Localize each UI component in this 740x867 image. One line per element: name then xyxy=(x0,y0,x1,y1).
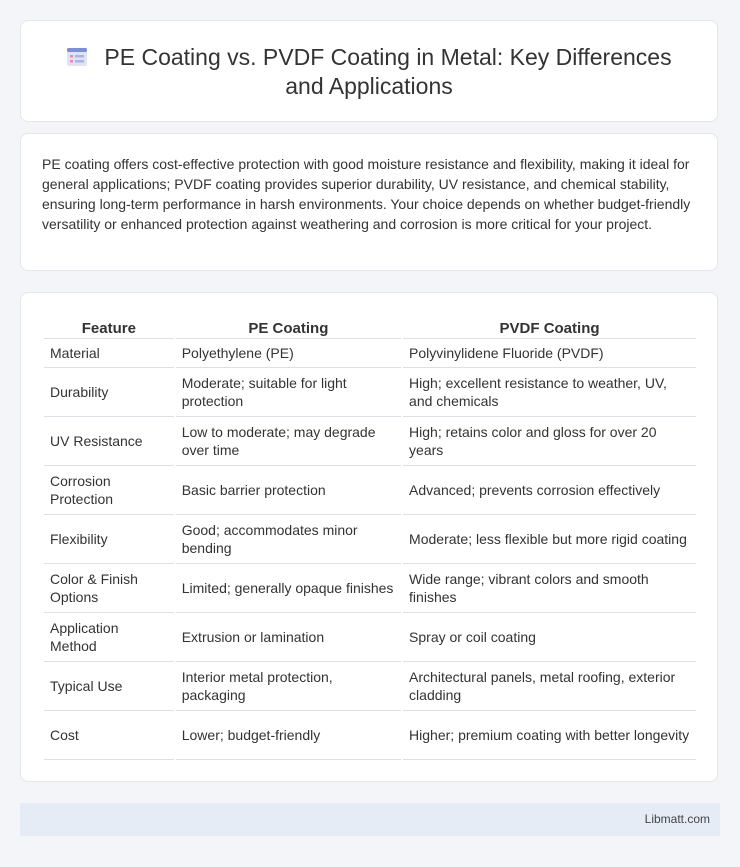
comparison-table xyxy=(42,315,698,760)
pvdf-cell: Moderate; less flexible but more rigid coating xyxy=(403,515,696,564)
header-feature: Feature xyxy=(44,315,174,339)
pe-cell: Limited; generally opaque finishes xyxy=(176,564,401,613)
pe-cell: Low to moderate; may degrade over time xyxy=(176,417,401,466)
feature-cell: Flexibility xyxy=(44,515,174,564)
table-row xyxy=(44,564,696,613)
feature-cell: UV Resistance xyxy=(44,417,174,466)
pvdf-cell: Polyvinylidene Fluoride (PVDF) xyxy=(403,339,696,368)
table-row xyxy=(44,662,696,711)
page-title xyxy=(21,43,717,101)
feature-cell: Material xyxy=(44,339,174,368)
header-pvdf-coating: PVDF Coating xyxy=(403,315,696,339)
table-row xyxy=(44,711,696,760)
feature-cell: Cost xyxy=(44,711,174,760)
title-line-1: PE Coating vs. PVDF Coating in Metal: Key Differences xyxy=(104,44,672,70)
footer xyxy=(20,803,720,836)
table-row xyxy=(44,613,696,662)
table-row xyxy=(44,466,696,515)
pe-cell: Basic barrier protection xyxy=(176,466,401,515)
feature-cell: Typical Use xyxy=(44,662,174,711)
footer-site-link[interactable]: Libmatt.com xyxy=(644,812,710,826)
table-row xyxy=(44,417,696,466)
summary-text: PE coating offers cost-effective protection with good moisture resistance and flexibility, making it ideal for general applications; PVDF coating provides superior durability, UV resistance, and chemical stability, ensuring long-term performance in harsh environments. Your choice depends on whether budget-friendly versatility or enhanced protection against weathering and corrosion is more critical for your project. xyxy=(42,156,691,232)
title-card xyxy=(20,20,718,122)
pvdf-cell: Advanced; prevents corrosion effectively xyxy=(403,466,696,515)
feature-cell: Durability xyxy=(44,368,174,417)
pe-cell: Good; accommodates minor bending xyxy=(176,515,401,564)
pvdf-cell: Higher; premium coating with better longevity xyxy=(403,711,696,760)
summary-card xyxy=(20,133,718,271)
pvdf-cell: Architectural panels, metal roofing, exterior cladding xyxy=(403,662,696,711)
feature-cell: Application Method xyxy=(44,613,174,662)
header-pe-coating: PE Coating xyxy=(176,315,401,339)
pvdf-cell: Wide range; vibrant colors and smooth finishes xyxy=(403,564,696,613)
pvdf-cell: High; retains color and gloss for over 20 years xyxy=(403,417,696,466)
pvdf-cell: Spray or coil coating xyxy=(403,613,696,662)
table-row xyxy=(44,515,696,564)
pe-cell: Interior metal protection, packaging xyxy=(176,662,401,711)
table-row xyxy=(44,339,696,368)
pe-cell: Lower; budget-friendly xyxy=(176,711,401,760)
table-row xyxy=(44,368,696,417)
pvdf-cell: High; excellent resistance to weather, UV, and chemicals xyxy=(403,368,696,417)
table-header-row xyxy=(44,315,696,339)
comparison-card xyxy=(20,292,718,782)
feature-cell: Corrosion Protection xyxy=(44,466,174,515)
document-list-icon xyxy=(66,46,88,68)
title-line-2: and Applications xyxy=(285,73,453,99)
pe-cell: Extrusion or lamination xyxy=(176,613,401,662)
pe-cell: Polyethylene (PE) xyxy=(176,339,401,368)
feature-cell: Color & Finish Options xyxy=(44,564,174,613)
pe-cell: Moderate; suitable for light protection xyxy=(176,368,401,417)
